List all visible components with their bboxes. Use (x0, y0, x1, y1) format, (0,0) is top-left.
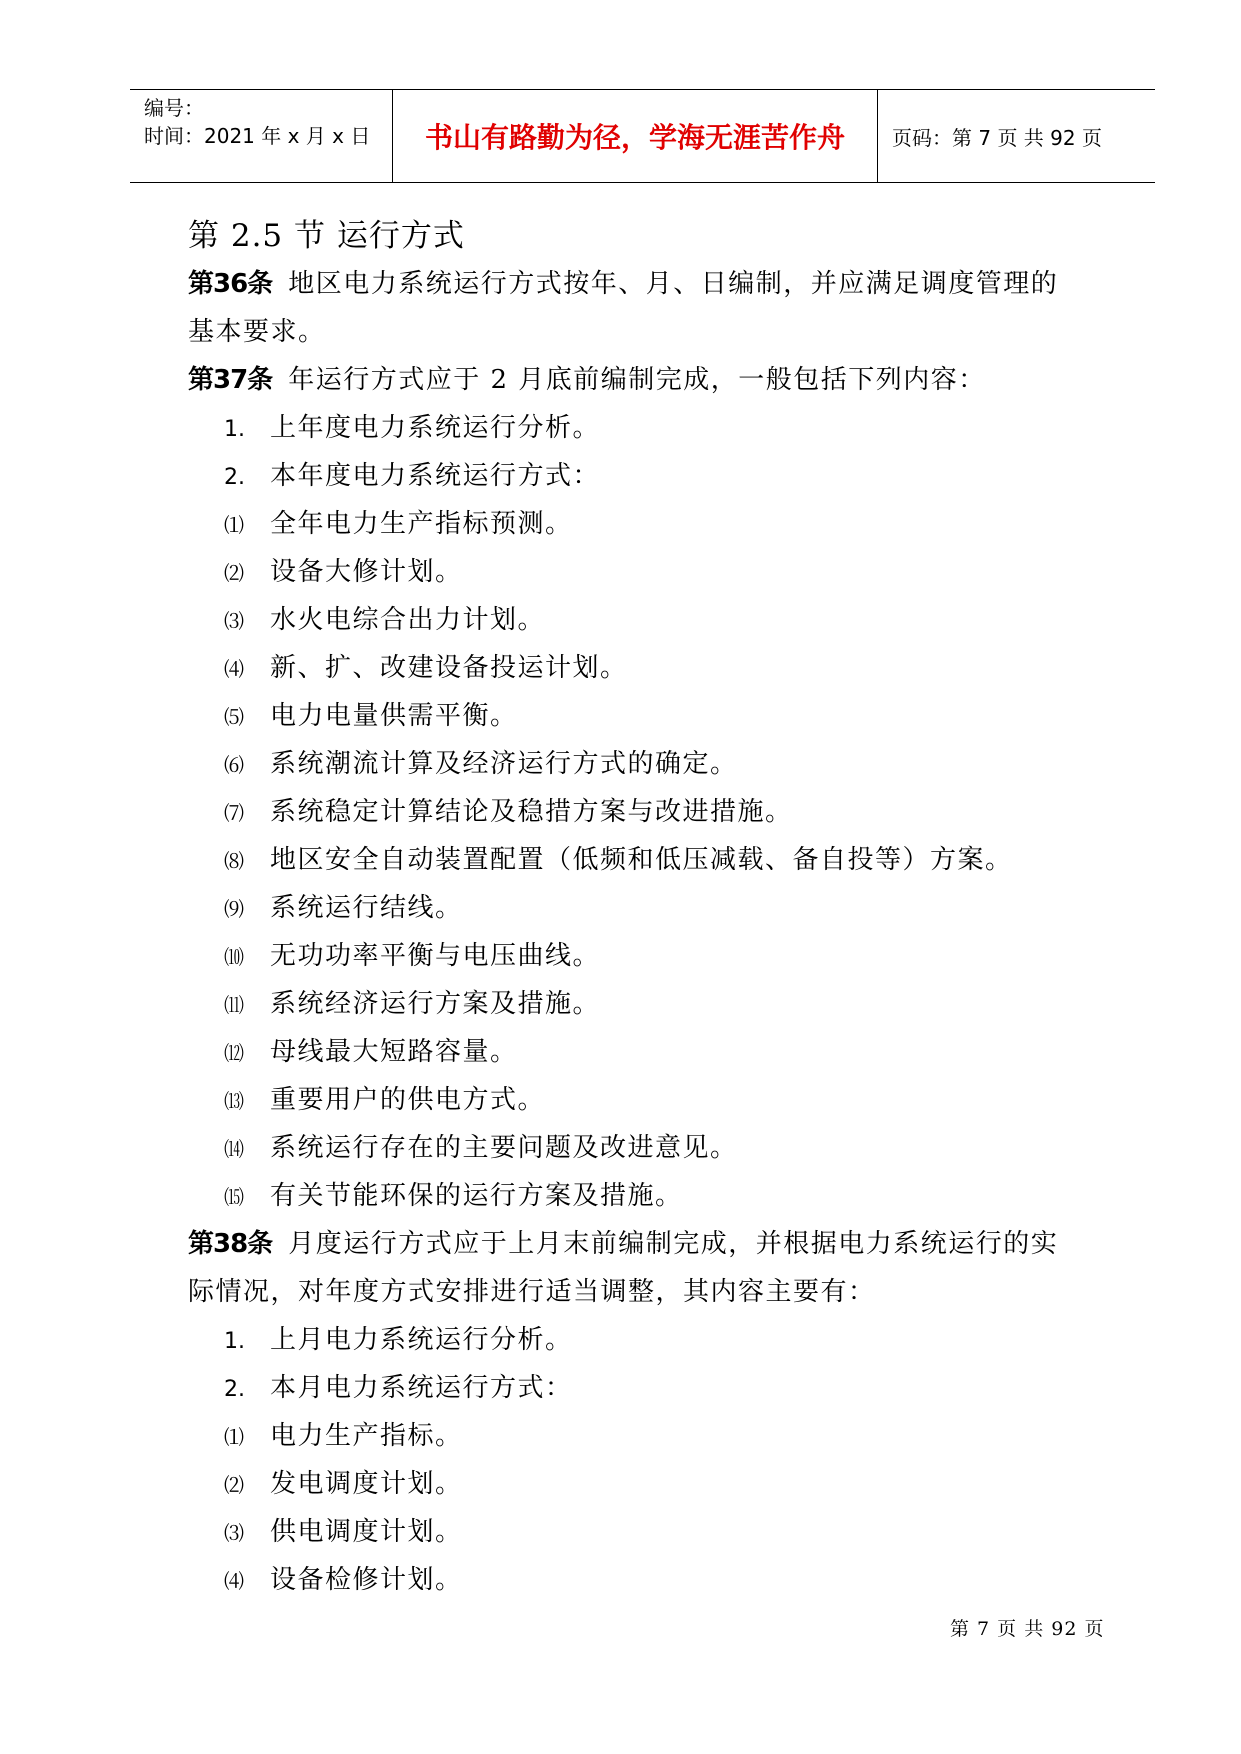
list-item-text: 新、扩、改建设备投运计划。 (270, 653, 628, 683)
list-item-text: 有关节能环保的运行方案及措施。 (270, 1181, 683, 1211)
list-item-text: 系统潮流计算及经济运行方式的确定。 (270, 749, 738, 779)
list-item (188, 884, 1108, 932)
list-item (188, 1508, 1108, 1556)
list-item-marker: ⒂ (224, 1185, 244, 1209)
list-item-text: 无功功率平衡与电压曲线。 (270, 941, 601, 971)
list-item-text: 母线最大短路容量。 (270, 1037, 518, 1067)
list-item (188, 404, 1108, 452)
list-item-marker: ⒀ (224, 1089, 244, 1113)
list-item-text: 水火电综合出力计划。 (270, 605, 546, 635)
header-motto: 书山有路勤为径，学海无涯苦作舟 (392, 90, 878, 182)
list-item-text: 系统经济运行方案及措施。 (270, 989, 601, 1019)
list-item-text: 地区安全自动装置配置（低频和低压减载、备自投等）方案。 (270, 845, 1013, 875)
list-item-text: 全年电力生产指标预测。 (270, 509, 573, 539)
article-37-items (188, 404, 1108, 1220)
list-item-marker: ⑷ (224, 657, 244, 681)
list-item-text: 发电调度计划。 (270, 1469, 463, 1499)
list-item-marker: ⑴ (224, 1425, 244, 1449)
list-item (188, 932, 1108, 980)
article-38-line-2: 际情况，对年度方式安排进行适当调整，其内容主要有： (188, 1277, 876, 1307)
article-37-label: 第37条 (188, 365, 273, 395)
list-item (188, 644, 1108, 692)
article-36-label: 第36条 (188, 269, 273, 299)
article-36-text-1: 地区电力系统运行方式按年、月、日编制，并应满足调度管理的 (288, 269, 1059, 299)
article-36-line-1 (188, 260, 1108, 308)
list-item-text: 重要用户的供电方式。 (270, 1085, 546, 1115)
list-item-marker: 2. (224, 465, 245, 490)
list-item (188, 980, 1108, 1028)
article-38-label: 第38条 (188, 1229, 273, 1259)
list-item-marker: ⑻ (224, 849, 244, 873)
list-item-text: 上月电力系统运行分析。 (270, 1325, 573, 1355)
list-item-marker: ⑴ (224, 513, 244, 537)
list-item (188, 1556, 1108, 1604)
list-item-marker: ⑷ (224, 1569, 244, 1593)
list-item-marker: 2. (224, 1377, 245, 1402)
list-item-text: 本月电力系统运行方式： (270, 1373, 573, 1403)
list-item-text: 上年度电力系统运行分析。 (270, 413, 601, 443)
list-item-text: 设备大修计划。 (270, 557, 463, 587)
list-item-marker: 1. (224, 1329, 245, 1354)
list-item-marker: ⑶ (224, 609, 244, 633)
document-body (188, 212, 1108, 1604)
list-item-text: 系统稳定计算结论及稳措方案与改进措施。 (270, 797, 793, 827)
header-page-label: 页码：第 7 页 共 92 页 (892, 125, 1102, 150)
article-38-text-1: 月度运行方式应于上月末前编制完成，并根据电力系统运行的实 (288, 1229, 1059, 1259)
page-footer: 第 7 页 共 92 页 (950, 1618, 1105, 1640)
list-item (188, 500, 1108, 548)
list-item (188, 740, 1108, 788)
article-36-line-2: 基本要求。 (188, 317, 326, 347)
list-item-text: 系统运行结线。 (270, 893, 463, 923)
list-item-marker: ⑵ (224, 561, 244, 585)
list-item-text: 设备检修计划。 (270, 1565, 463, 1595)
list-item-marker: ⑶ (224, 1521, 244, 1545)
list-item (188, 1412, 1108, 1460)
serial-label: 编号： (144, 96, 204, 120)
list-item (188, 1028, 1108, 1076)
section-title: 第 2.5 节 运行方式 (188, 218, 465, 254)
list-item-text: 系统运行存在的主要问题及改进意见。 (270, 1133, 738, 1163)
list-item-marker: ⑺ (224, 801, 244, 825)
list-item-marker: 1. (224, 417, 245, 442)
list-item (188, 692, 1108, 740)
article-37-text-1: 年运行方式应于 2 月底前编制完成，一般包括下列内容： (288, 365, 986, 395)
list-item-marker: ⑼ (224, 897, 244, 921)
list-item-marker: ⑾ (224, 993, 244, 1017)
list-item-marker: ⑿ (224, 1041, 244, 1065)
list-item (188, 1076, 1108, 1124)
list-item (188, 548, 1108, 596)
list-item-text: 本年度电力系统运行方式： (270, 461, 601, 491)
list-item-text: 供电调度计划。 (270, 1517, 463, 1547)
article-38-items (188, 1316, 1108, 1604)
article-37-line-1 (188, 356, 1108, 404)
list-item (188, 1316, 1108, 1364)
header-meta (130, 90, 392, 182)
list-item-marker: ⒁ (224, 1137, 244, 1161)
list-item (188, 1124, 1108, 1172)
list-item (188, 1460, 1108, 1508)
list-item (188, 788, 1108, 836)
list-item-marker: ⑽ (224, 945, 244, 969)
document-header (130, 89, 1155, 183)
list-item (188, 836, 1108, 884)
list-item (188, 596, 1108, 644)
time-label: 时间：2021 年 x 月 x 日 (144, 124, 371, 148)
list-item-text: 电力生产指标。 (270, 1421, 463, 1451)
list-item-text: 电力电量供需平衡。 (270, 701, 518, 731)
list-item (188, 1364, 1108, 1412)
list-item (188, 1172, 1108, 1220)
list-item-marker: ⑵ (224, 1473, 244, 1497)
list-item-marker: ⑸ (224, 705, 244, 729)
list-item (188, 452, 1108, 500)
article-38-line-1 (188, 1220, 1108, 1268)
list-item-marker: ⑹ (224, 753, 244, 777)
